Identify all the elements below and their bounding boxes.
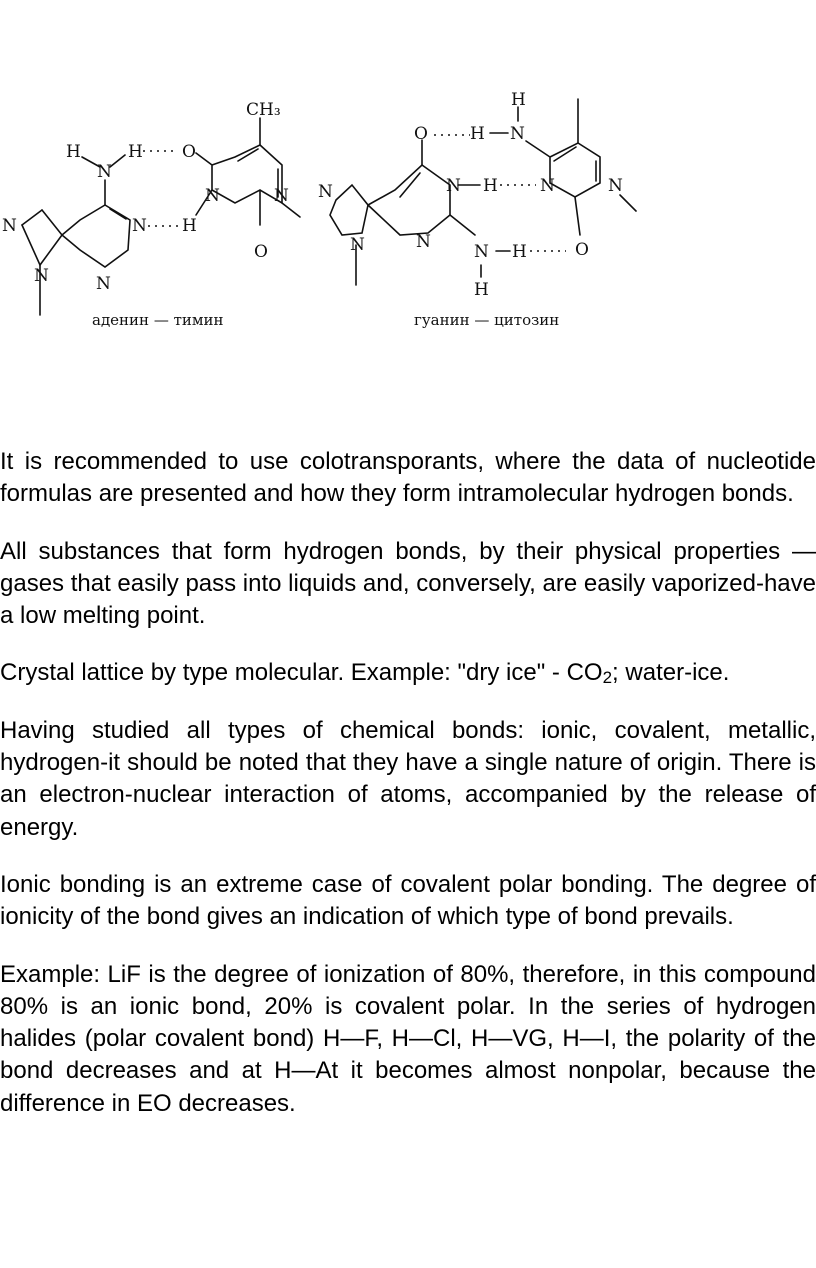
atom-n: N: [350, 235, 365, 255]
paragraph-text: Crystal lattice by type molecular. Example: "dry ice" - CO: [0, 659, 603, 687]
caption-guanine-cytosine: гуанин — цитозин: [414, 311, 560, 329]
guanine-structure: [330, 140, 510, 285]
subscript: 2: [602, 668, 613, 688]
atom-n: N: [510, 124, 525, 144]
caption-adenine-thymine: аденин — тимин: [92, 311, 224, 329]
paragraph: [0, 657, 816, 689]
atom-h: H: [512, 242, 527, 262]
atom-n: N: [2, 216, 17, 236]
atom-n: N: [416, 232, 431, 252]
atom-h: H: [511, 90, 526, 110]
atom-n: N: [446, 176, 461, 196]
atom-n: N: [540, 176, 555, 196]
atom-h: H: [474, 280, 489, 300]
adenine-structure: [22, 155, 130, 315]
base-pairs-diagram: [0, 85, 816, 335]
cytosine-structure: [490, 99, 636, 235]
atom-ch3: CH₃: [246, 100, 281, 120]
atom-n: N: [97, 162, 112, 182]
paragraph: All substances that form hydrogen bonds, by their physical properties — gases that easily pass into liquids and, conversely, are easily vaporized-have a low melting point.: [0, 537, 816, 630]
paragraph: Example: LiF is the degree of ionization of 80%, therefore, in this compound 80% is an ionic bond, 20% is covalent polar. In the series of hydrogen halides (polar covalent bond) H—F, H—Cl, H—VG, H—I, the polarity of the bond decreases and at H—At it becomes almost nonpolar, because the difference in EO decreases.: [0, 960, 816, 1117]
atom-h: H: [128, 142, 143, 162]
body-text: [0, 446, 816, 1120]
paragraph: Ionic bonding is an extreme case of covalent polar bonding. The degree of ionicity of the bond gives an indication of which type of bond prevails.: [0, 870, 816, 931]
atom-n: N: [608, 176, 623, 196]
atom-n: N: [96, 274, 111, 294]
atom-h: H: [182, 216, 197, 236]
atom-o: O: [254, 242, 268, 262]
atom-h: H: [470, 124, 485, 144]
paragraph: Having studied all types of chemical bonds: ionic, covalent, metallic, hydrogen-it should be noted that they have a single nature of origin. There is an electron-nuclear interaction of atoms, accompanied by the release of energy.: [0, 716, 816, 841]
atom-n: N: [318, 182, 333, 202]
atom-n: N: [34, 266, 49, 286]
atom-o: O: [575, 240, 589, 260]
atom-o: O: [182, 142, 196, 162]
atom-n: N: [474, 242, 489, 262]
thymine-structure: [196, 118, 300, 225]
atom-h: H: [483, 176, 498, 196]
paragraph: It is recommended to use colotransporants, where the data of nucleotide formulas are presented and how they form intramolecular hydrogen bonds.: [0, 448, 816, 508]
base-pairs-figure: [0, 85, 816, 335]
atom-o: O: [414, 124, 428, 144]
atom-n: N: [274, 186, 289, 206]
atom-h: H: [66, 142, 81, 162]
atom-n: N: [205, 186, 220, 206]
atom-n: N: [132, 216, 147, 236]
paragraph-text: ; water-ice.: [612, 659, 730, 687]
